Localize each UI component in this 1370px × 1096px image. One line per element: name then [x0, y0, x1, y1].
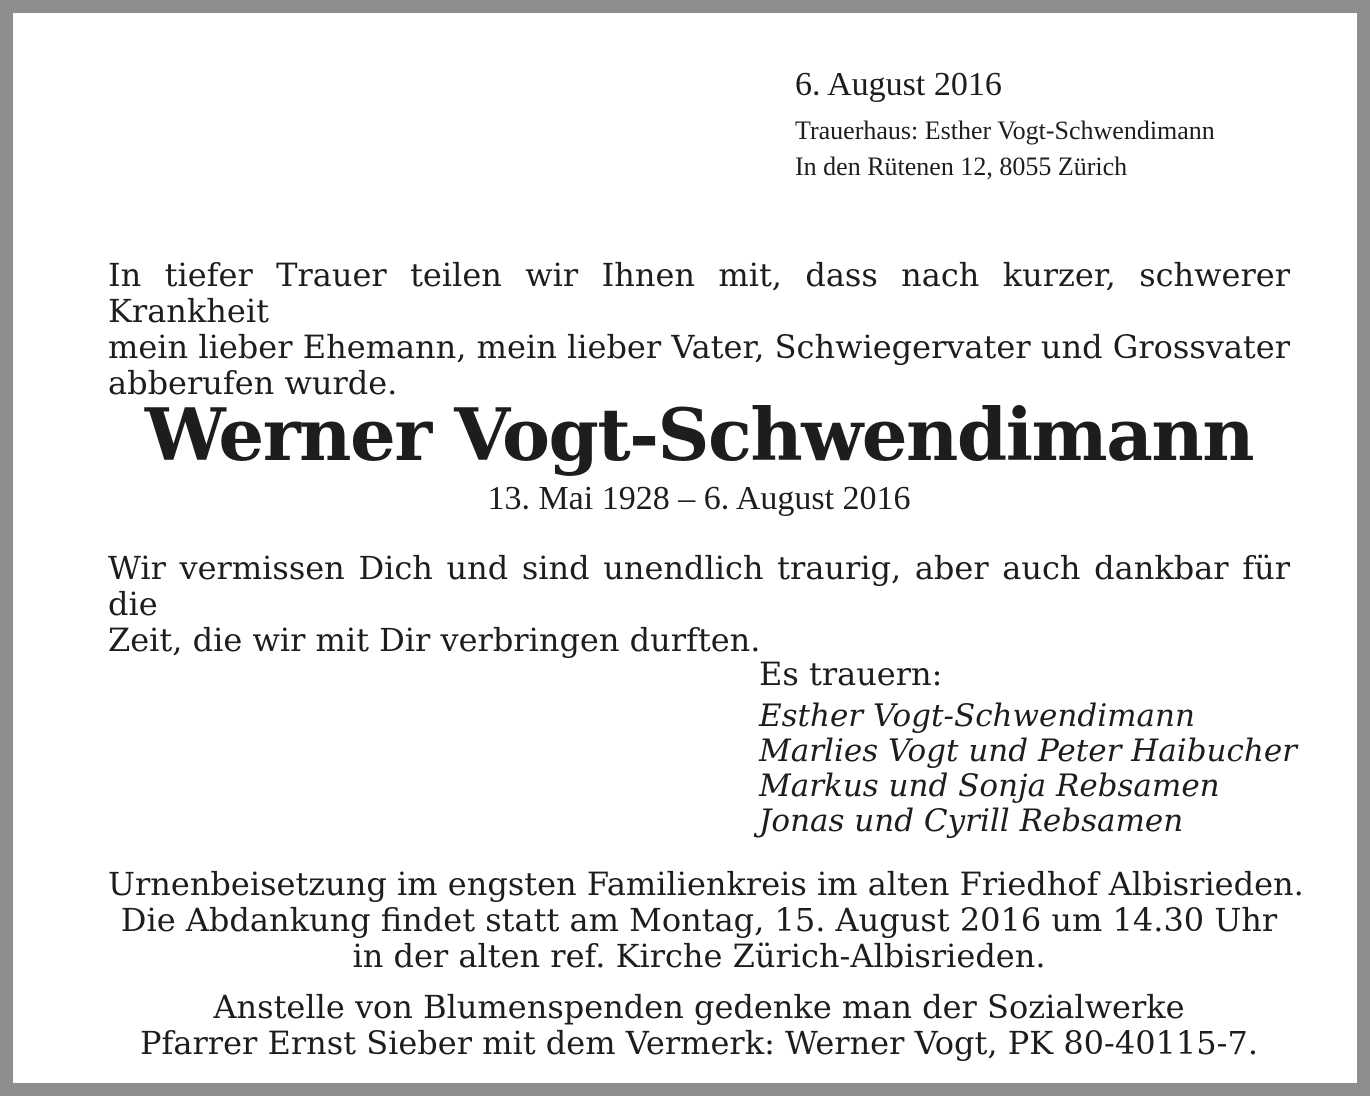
notice-header [795, 63, 1355, 185]
remembrance-line: Zeit, die wir mit Dir verbringen durften. [108, 621, 761, 659]
funeral-details [108, 865, 1304, 975]
donation-note [108, 989, 1290, 1061]
donation-line: Anstelle von Blumenspenden gedenke man der Sozialwerke [213, 988, 1185, 1026]
mourner-name: Jonas und Cyrill Rebsamen [759, 803, 1184, 839]
announcement-line: abberufen wurde. [108, 364, 398, 402]
deceased-name: Werner Vogt-Schwendimann [144, 392, 1254, 477]
mourners-block [759, 655, 1319, 839]
mourning-address: In den Rütenen 12, 8055 Zürich [795, 152, 1128, 181]
mourning-house: Trauerhaus: Esther Vogt-Schwendimann [795, 116, 1215, 145]
mourners-label: Es trauern: [759, 655, 943, 693]
mourner-name: Esther Vogt-Schwendimann [759, 698, 1195, 734]
funeral-line: in der alten ref. Kirche Zürich-Albisrieden. [352, 937, 1046, 975]
notice-date: 6. August 2016 [795, 66, 1002, 103]
announcement-line: In tiefer Trauer teilen wir Ihnen mit, dass nach kurzer, schwerer Krankheit [108, 256, 1290, 330]
donation-line: Pfarrer Ernst Sieber mit dem Vermerk: Werner Vogt, PK 80-40115-7. [140, 1024, 1258, 1062]
mourner-name: Marlies Vogt und Peter Haibucher [759, 733, 1297, 769]
mourner-name: Markus und Sonja Rebsamen [759, 768, 1220, 804]
announcement-line: mein lieber Ehemann, mein lieber Vater, Schwiegervater und Grossvater [108, 328, 1290, 366]
funeral-line: Die Abdankung findet statt am Montag, 15. August 2016 um 14.30 Uhr [120, 901, 1278, 939]
funeral-line: Urnenbeisetzung im engsten Familienkreis im alten Friedhof Albisrieden. [108, 865, 1304, 903]
announcement-text [108, 257, 1290, 401]
deceased-lifespan: 13. Mai 1928 – 6. August 2016 [487, 480, 911, 517]
remembrance-line: Wir vermissen Dich und sind unendlich traurig, aber auch dankbar für die [108, 549, 1290, 623]
remembrance-text [108, 550, 1290, 658]
